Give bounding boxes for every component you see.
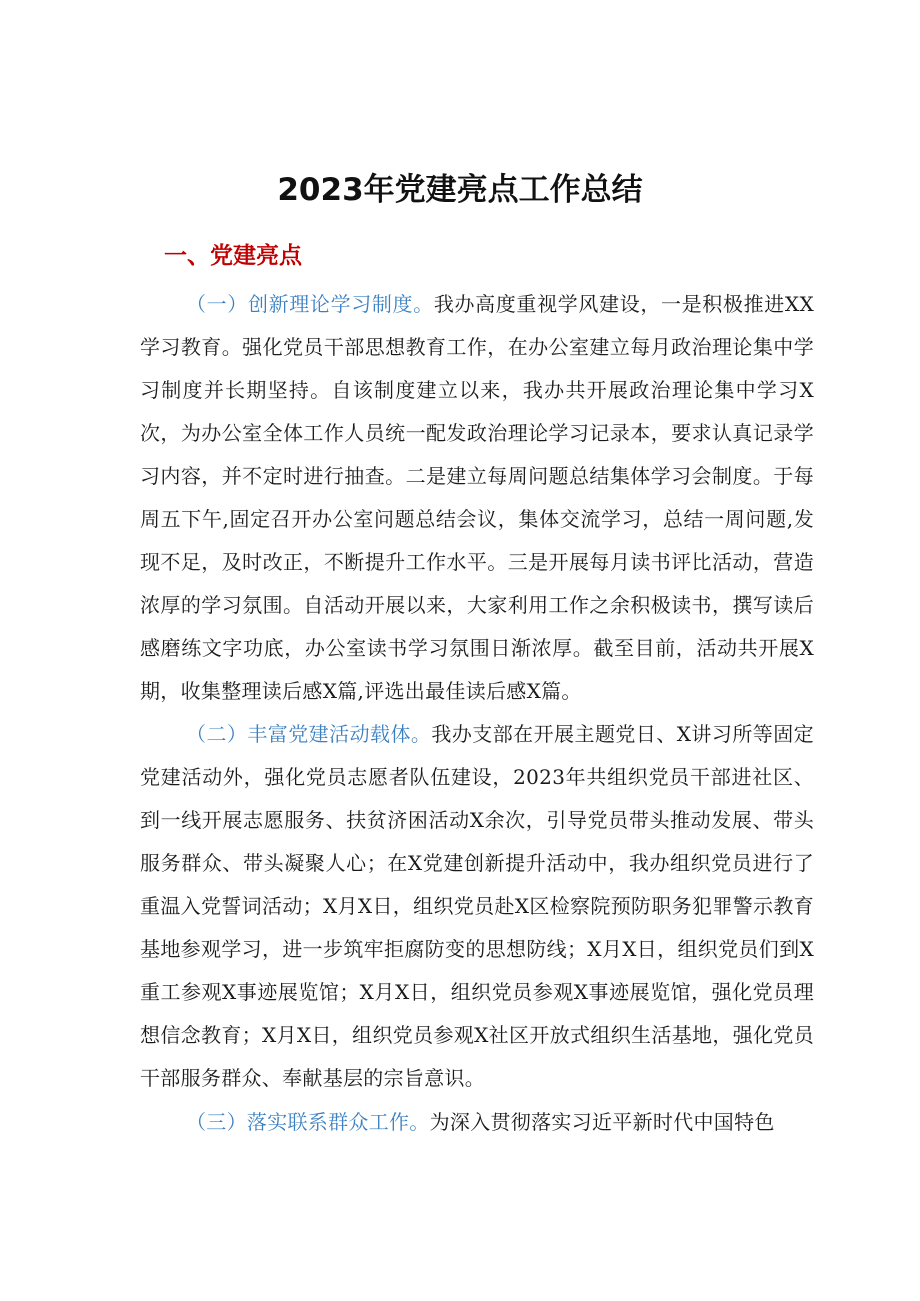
- paragraph-2-lead: （二）丰富党建活动载体。: [186, 722, 432, 746]
- paragraph-1-lead: （一）创新理论学习制度。: [186, 292, 434, 316]
- paragraph-2-text: 我办支部在开展主题党日、X讲习所等固定党建活动外，强化党员志愿者队伍建设，2023年共组织党员干部进社区、到一线开展志愿服务、扶贫济困活动X余次，引导党员带头推动发展、带头服务群众、带头凝聚人心；在X党建创新提升活动中，我办组织党员进行了重温入党誓词活动；X月X日，组织党员赴X区检察院预防职务犯罪警示教育基地参观学习，进一步筑牢拒腐防变的思想防线；X月X日，组织党员们到X重工参观X事迹展览馆；X月X日，组织党员参观X事迹展览馆，强化党员理想信念教育；X月X日，组织党员参观X社区开放式组织生活基地，强化党员干部服务群众、奉献基层的宗旨意识。: [140, 722, 814, 1090]
- paragraph-3: [140, 1101, 814, 1144]
- document-title: 2023年党建亮点工作总结: [277, 172, 643, 208]
- paragraph-1-text: 我办高度重视学风建设，一是积极推进XX学习教育。强化党员干部思想教育工作，在办公室建立每月政治理论集中学习制度并长期坚持。自该制度建立以来，我办共开展政治理论集中学习X次，为办公室全体工作人员统一配发政治理论学习记录本，要求认真记录学习内容，并不定时进行抽查。二是建立每周问题总结集体学习会制度。于每周五下午,固定召开办公室问题总结会议，集体交流学习，总结一周问题,发现不足，及时改正，不断提升工作水平。三是开展每月读书评比活动，营造浓厚的学习氛围。自活动开展以来，大家利用工作之余积极读书，撰写读后感磨练文字功底，办公室读书学习氛围日渐浓厚。截至目前，活动共开展X期，收集整理读后感X篇,评选出最佳读后感X篇。: [140, 292, 814, 703]
- paragraph-3-lead: （三）落实联系群众工作。: [186, 1110, 430, 1134]
- section-heading: 一、党建亮点: [164, 243, 302, 269]
- paragraph-3-text: 为深入贯彻落实习近平新时代中国特色: [429, 1110, 775, 1134]
- paragraph-2: [140, 713, 814, 1100]
- paragraph-1: [140, 283, 814, 713]
